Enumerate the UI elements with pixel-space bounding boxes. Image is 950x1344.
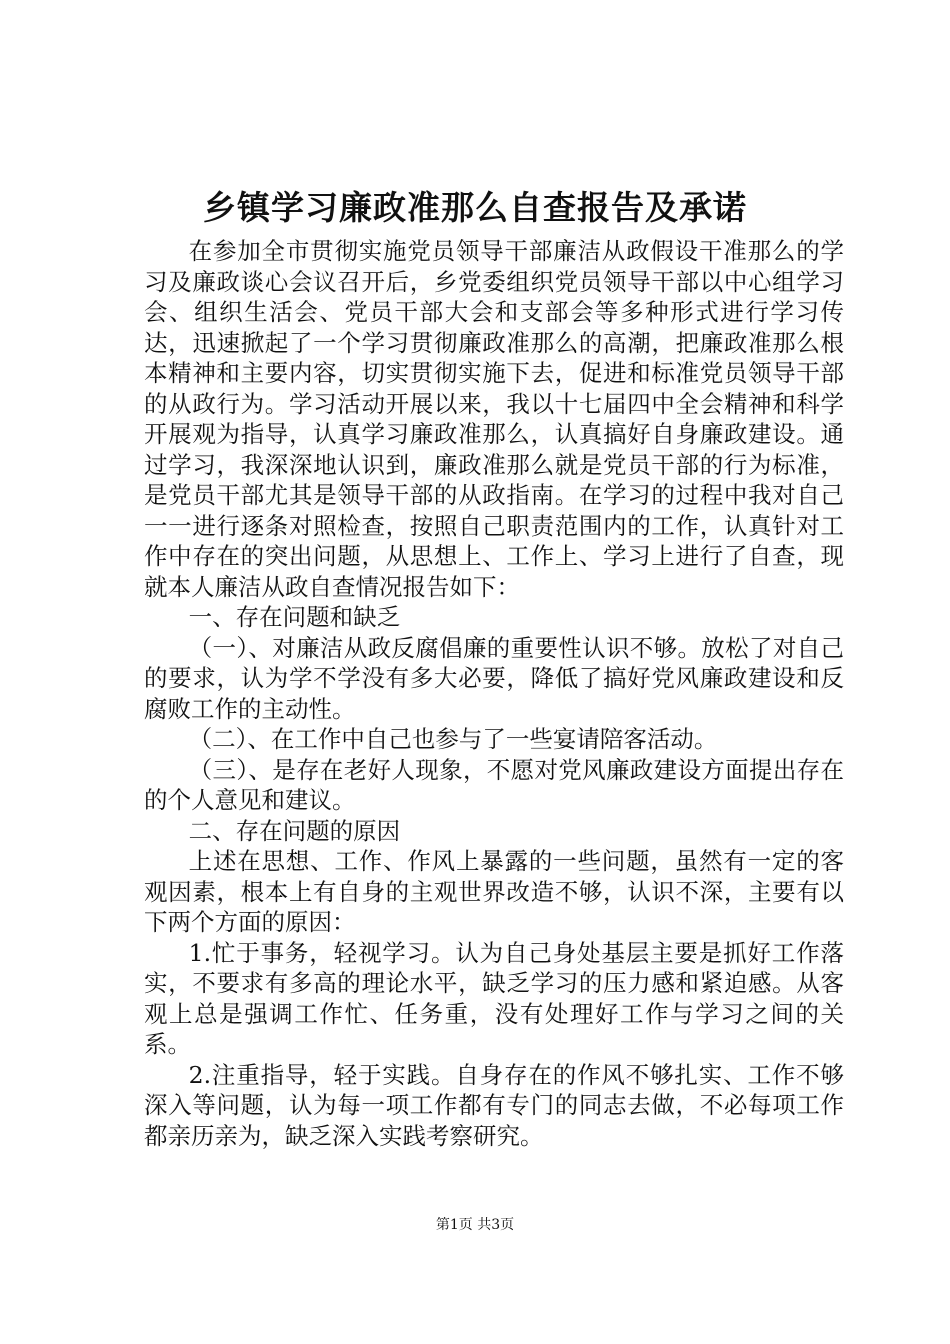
paragraph-cause-1: 1.忙于事务，轻视学习。认为自己身处基层主要是抓好工作落实，不要求有多高的理论水平，缺乏学习的压力感和紧迫感。从客观上总是强调工作忙、任务重，没有处理好工作与学习之间的关系。 — [144, 938, 844, 1058]
section-heading-causes: 二、存在问题的原因 — [188, 816, 401, 845]
paragraph-intro: 在参加全市贯彻实施党员领导干部廉洁从政假设干准那么的学习及廉政谈心会议召开后，乡党委组织党员领导干部以中心组学习会、组织生活会、党员干部大会和支部会等多种形式进行学习传达，迅速掀起了一个学习贯彻廉政准那么的高潮，把廉政准那么根本精神和主要内容，切实贯彻实施下去，促进和标准党员领导干部的从政行为。学习活动开展以来，我以十七届四中全会精神和科学开展观为指导，认真学习廉政准那么，认真搞好自身廉政建设。通过学习，我深深地认识到，廉政准那么就是党员干部的行为标准，是党员干部尤其是领导干部的从政指南。在学习的过程中我对自己一一进行逐条对照检查，按照自己职责范围内的工作，认真针对工作中存在的突出问题，从思想上、工作上、学习上进行了自查，现就本人廉洁从政自查情况报告如下： — [144, 237, 844, 601]
document-body — [144, 236, 844, 1151]
paragraph-causes-intro: 上述在思想、工作、作风上暴露的一些问题，虽然有一定的客观因素，根本上有自身的主观世界改造不够，认识不深，主要有以下两个方面的原因： — [144, 847, 844, 936]
paragraph-problem-2: （二）、在工作中自己也参与了一些宴请陪客活动。 — [188, 725, 718, 753]
paragraph-problem-1: （一）、对廉洁从政反腐倡廉的重要性认识不够。放松了对自己的要求，认为学不学没有多大必要，降低了搞好党风廉政建设和反腐败工作的主动性。 — [144, 633, 844, 723]
section-heading-problems: 一、存在问题和缺乏 — [188, 603, 401, 631]
paragraph-cause-2: 2.注重指导，轻于实践。自身存在的作风不够扎实、工作不够深入等问题，认为每一项工作都有专门的同志去做，不必每项工作都亲历亲为，缺乏深入实践考察研究。 — [144, 1060, 844, 1150]
page-title: 乡镇学习廉政准那么自查报告及承诺 — [203, 188, 747, 227]
page-footer: 第1页 共3页 — [435, 1217, 515, 1233]
paragraph-problem-3: （三）、是存在老好人现象，不愿对党风廉政建设方面提出存在的个人意见和建议。 — [144, 755, 844, 814]
